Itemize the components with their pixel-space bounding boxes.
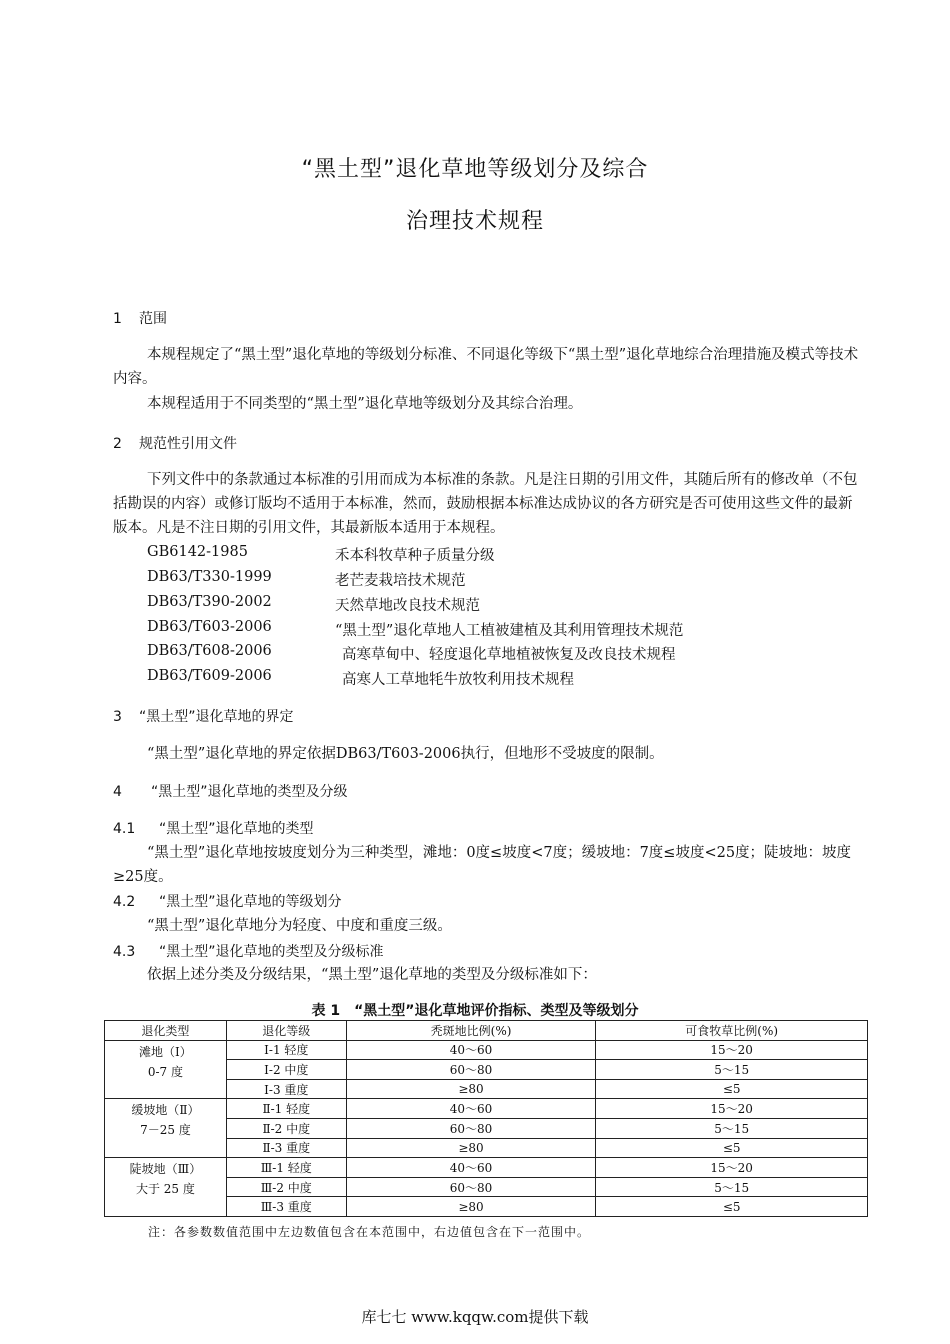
section-number: 4.3 <box>113 944 136 960</box>
reference-name: 高寒人工草地牦牛放牧利用技术规程 <box>342 672 574 688</box>
section-title: “黑土型”退化草地的界定 <box>139 709 294 725</box>
bare-ratio-cell: 60～80 <box>346 1118 596 1138</box>
reference-code: DB63/T390-2002 <box>147 594 272 610</box>
section-3-paragraph-1: “黑土型”退化草地的界定依据DB63/T603-2006执行，但地形不受坡度的限制。 <box>147 746 664 762</box>
section-4-heading <box>113 781 348 801</box>
table-header-cell: 可食牧草比例(%) <box>596 1021 868 1041</box>
reference-name: 老芒麦栽培技术规范 <box>335 573 466 589</box>
section-number: 2 <box>113 436 122 452</box>
section-1-paragraph-1: 本规程规定了“黑土型”退化草地的等级划分标准、不同退化等级下“黑土型”退化草地综合治理措施及模式等技术内容。 <box>113 347 859 387</box>
edible-ratio-cell: ≤5 <box>596 1079 868 1099</box>
reference-code: DB63/T330-1999 <box>147 569 272 585</box>
page-footer: 库七七 www.kqqw.com提供下载 <box>361 1308 589 1326</box>
section-title: “黑土型”退化草地的类型 <box>159 821 314 837</box>
table-row <box>105 1099 868 1119</box>
edible-ratio-cell: 5～15 <box>596 1177 868 1197</box>
grade-cell: Ⅲ-3 重度 <box>226 1197 346 1217</box>
table-caption: 表 1 “黑土型”退化草地评价指标、类型及等级划分 <box>311 1003 639 1019</box>
reference-code: GB6142-1985 <box>147 544 248 560</box>
bare-ratio-cell: ≥80 <box>346 1197 596 1217</box>
edible-ratio-cell: 15～20 <box>596 1040 868 1060</box>
section-title: “黑土型”退化草地的类型及分级 <box>151 784 348 800</box>
reference-code: DB63/T608-2006 <box>147 643 272 659</box>
section-4-3-heading <box>113 941 384 961</box>
bare-ratio-cell: 60～80 <box>346 1177 596 1197</box>
section-title: “黑土型”退化草地的类型及分级标准 <box>159 944 384 960</box>
edible-ratio-cell: 15～20 <box>596 1158 868 1178</box>
section-4-1-paragraph: “黑土型”退化草地按坡度划分为三种类型，滩地：0度≤坡度<7度；缓坡地：7度≤坡度<25度；陡坡地：坡度≥25度。 <box>113 845 852 885</box>
reference-code: DB63/T603-2006 <box>147 619 272 635</box>
section-number: 4.2 <box>113 894 136 910</box>
degradation-type-cell <box>105 1040 227 1099</box>
section-title: 规范性引用文件 <box>139 436 237 452</box>
type-name: 滩地（Ⅰ） <box>139 1044 192 1059</box>
type-slope: 大于 25 度 <box>135 1182 195 1197</box>
grade-cell: Ⅲ-2 中度 <box>226 1177 346 1197</box>
table-row <box>105 1040 868 1060</box>
bare-ratio-cell: ≥80 <box>346 1079 596 1099</box>
section-title: 范围 <box>139 311 167 327</box>
section-number: 3 <box>113 709 122 725</box>
reference-name: 高寒草甸中、轻度退化草地植被恢复及改良技术规程 <box>342 647 676 663</box>
section-4-2-paragraph: “黑土型”退化草地分为轻度、中度和重度三级。 <box>147 918 452 934</box>
degradation-type-cell <box>105 1099 227 1158</box>
reference-code: DB63/T609-2006 <box>147 668 272 684</box>
table-note: 注：各参数数值范围中左边数值包含在本范围中，右边值包含在下一范围中。 <box>148 1225 591 1239</box>
section-number: 4 <box>113 784 122 800</box>
edible-ratio-cell: 15～20 <box>596 1099 868 1119</box>
doc-title-line2: 治理技术规程 <box>405 209 544 234</box>
section-2-heading <box>113 433 237 453</box>
section-4-2-heading <box>113 891 342 911</box>
bare-ratio-cell: 40～60 <box>346 1158 596 1178</box>
section-1-heading <box>113 308 167 328</box>
type-name: 缓坡地（Ⅱ） <box>131 1103 200 1118</box>
section-4-1-heading <box>113 818 314 838</box>
section-number: 4.1 <box>113 821 136 837</box>
reference-name: “黑土型”退化草地人工植被建植及其利用管理技术规范 <box>335 623 684 639</box>
bare-ratio-cell: 40～60 <box>346 1040 596 1060</box>
doc-title-line1: “黑土型”退化草地等级划分及综合 <box>301 157 649 182</box>
grading-table <box>104 1020 868 1217</box>
grade-cell: Ⅰ-2 中度 <box>226 1060 346 1080</box>
table-header-cell: 退化等级 <box>226 1021 346 1041</box>
edible-ratio-cell: ≤5 <box>596 1197 868 1217</box>
section-number: 1 <box>113 311 122 327</box>
reference-name: 禾本科牧草种子质量分级 <box>335 548 495 564</box>
table-header-cell: 秃斑地比例(%) <box>346 1021 596 1041</box>
type-slope: 7－25 度 <box>140 1123 191 1138</box>
grade-cell: Ⅱ-2 中度 <box>226 1118 346 1138</box>
edible-ratio-cell: 5～15 <box>596 1118 868 1138</box>
bare-ratio-cell: ≥80 <box>346 1138 596 1158</box>
grade-cell: Ⅰ-1 轻度 <box>226 1040 346 1060</box>
table-header-cell: 退化类型 <box>105 1021 227 1041</box>
grade-cell: Ⅱ-3 重度 <box>226 1138 346 1158</box>
section-1-paragraph-2: 本规程适用于不同类型的“黑土型”退化草地等级划分及其综合治理。 <box>147 396 583 412</box>
type-slope: 0-7 度 <box>147 1064 183 1079</box>
edible-ratio-cell: ≤5 <box>596 1138 868 1158</box>
section-title: “黑土型”退化草地的等级划分 <box>159 894 342 910</box>
edible-ratio-cell: 5～15 <box>596 1060 868 1080</box>
section-3-heading <box>113 706 294 726</box>
reference-name: 天然草地改良技术规范 <box>335 598 480 614</box>
degradation-type-cell <box>105 1158 227 1217</box>
table-header-row <box>105 1021 868 1041</box>
grade-cell: Ⅱ-1 轻度 <box>226 1099 346 1119</box>
section-4-3-paragraph: 依据上述分类及分级结果，“黑土型”退化草地的类型及分级标准如下： <box>147 967 597 983</box>
bare-ratio-cell: 40～60 <box>346 1099 596 1119</box>
bare-ratio-cell: 60～80 <box>346 1060 596 1080</box>
table-row <box>105 1158 868 1178</box>
type-name: 陡坡地（Ⅲ） <box>129 1162 202 1177</box>
grade-cell: Ⅰ-3 重度 <box>226 1079 346 1099</box>
section-2-paragraph-1: 下列文件中的条款通过本标准的引用而成为本标准的条款。凡是注日期的引用文件，其随后所有的修改单（不包括勘误的内容）或修订版均不适用于本标准，然而，鼓励根据本标准达成协议的各方研究是否可使用这些文件的最新版本。凡是不注日期的引用文件，其最新版本适用于本规程。 <box>113 472 858 536</box>
grade-cell: Ⅲ-1 轻度 <box>226 1158 346 1178</box>
